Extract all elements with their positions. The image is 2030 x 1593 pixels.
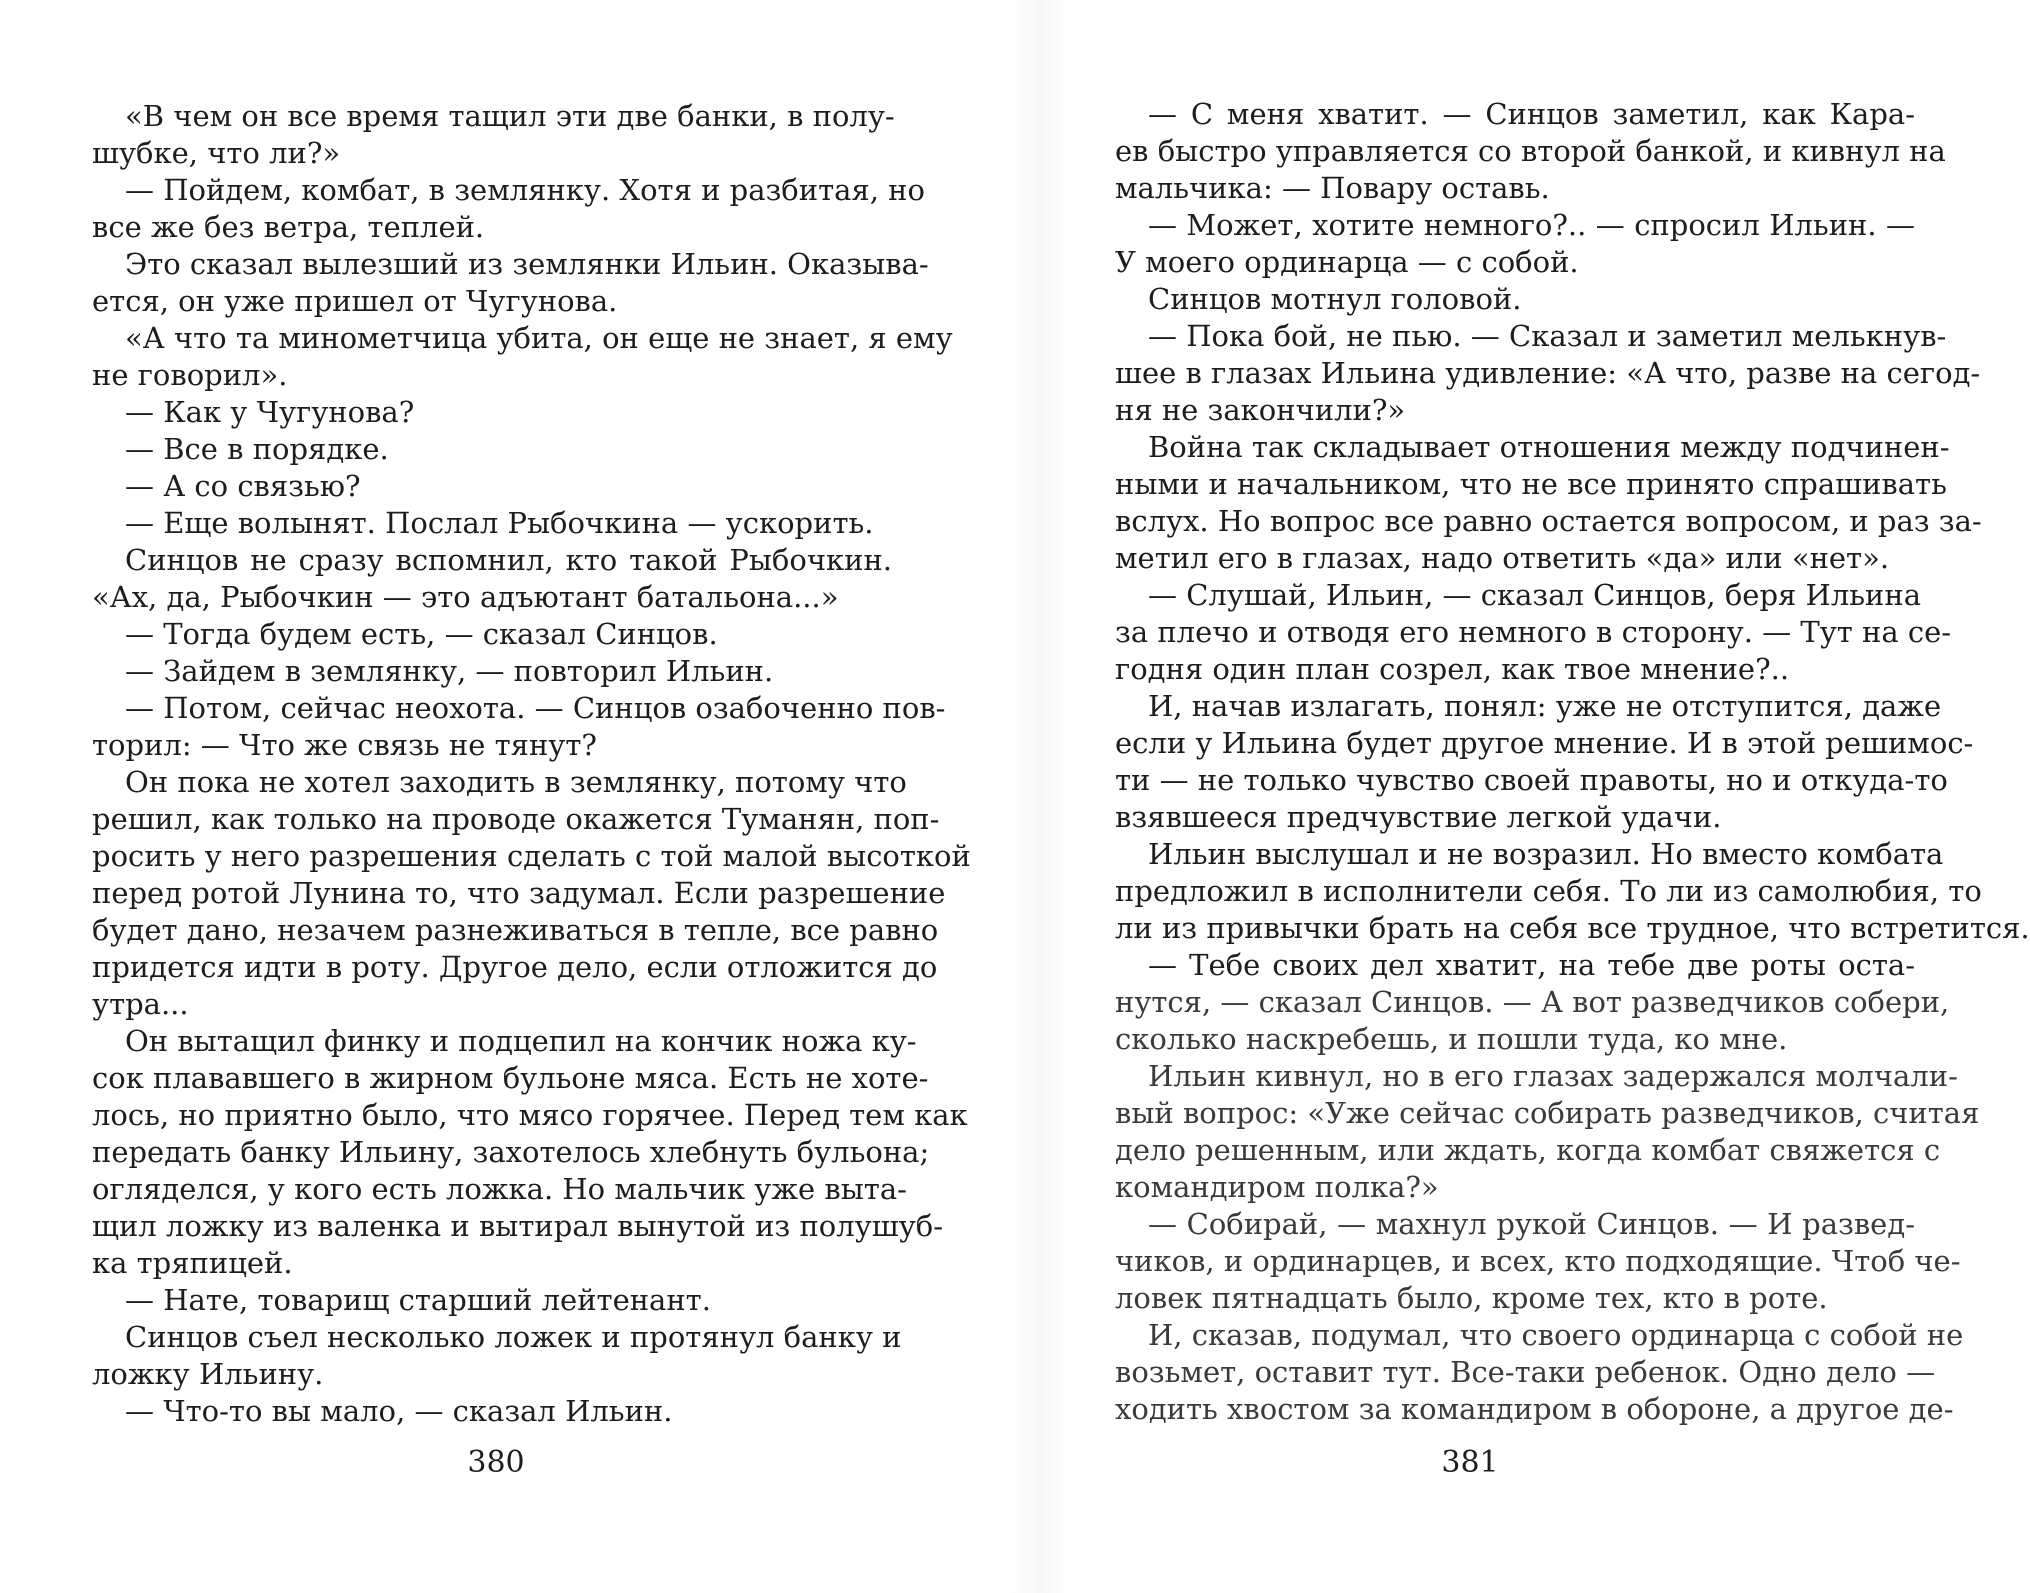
text-line: ными и начальником, что не все принято спрашивать [1115,467,1947,501]
right-page-number: 381 [1441,1445,1499,1480]
text-line: — Еще волынят. Послал Рыбочкина — ускорить. [125,506,874,540]
book-gutter [1010,0,1070,1593]
text-line: сок плававшего в жирном бульоне мяса. Есть не хоте- [92,1061,929,1095]
text-line: — Как у Чугунова? [125,395,415,429]
text-line: ли из привычки брать на себя все трудное, что встретится. [1115,911,2030,945]
text-line: огляделся, у кого есть ложка. Но мальчик уже выта- [92,1172,907,1206]
text-line: чиков, и ординарцев, и всех, кто подходящие. Чтоб че- [1115,1244,1961,1278]
text-line: предложил в исполнители себя. То ли из самолюбия, то [1115,874,1982,908]
text-line: — Слушай, Ильин, — сказал Синцов, беря Ильина [1148,578,1921,612]
text-line: — А со связью? [125,469,361,503]
text-line: ложку Ильину. [92,1357,324,1391]
right-page-text [1115,96,2030,1428]
text-line: дело решенным, или ждать, когда комбат свяжется с [1115,1133,1941,1167]
text-line: росить у него разрешения сделать с той малой высоткой [92,839,971,873]
text-line: — Все в порядке. [125,432,389,466]
text-line: — С меня хватит. — Синцов заметил, как Кара- [1148,97,1915,131]
text-line: щил ложку из валенка и вытирал вынутой из полушуб- [92,1209,944,1243]
text-line: если у Ильина будет другое мнение. И в этой решимос- [1115,726,1974,760]
text-line: торил: — Что же связь не тянут? [92,728,597,762]
text-line: лось, но приятно было, что мясо горячее. Перед тем как [92,1098,968,1132]
text-line: Он пока не хотел заходить в землянку, потому что [125,765,907,799]
text-line: придется идти в роту. Другое дело, если отложится до [92,950,938,984]
text-line: вый вопрос: «Уже сейчас собирать разведчиков, считая [1115,1096,1980,1130]
text-line: ка тряпицей. [92,1246,293,1280]
text-line: — Пока бой, не пью. — Сказал и заметил мелькнув- [1148,319,1947,353]
text-line: утра... [92,987,189,1021]
text-line: командиром полка?» [1115,1170,1439,1204]
text-line: возьмет, оставит тут. Все-таки ребенок. Одно дело — [1115,1355,1936,1389]
text-line: ходить хвостом за командиром в обороне, а другое де- [1115,1392,1954,1426]
text-line: Он вытащил финку и подцепил на кончик ножа ку- [125,1024,917,1058]
text-line: шубке, что ли?» [92,136,341,170]
text-line: — Зайдем в землянку, — повторил Ильин. [125,654,774,688]
text-line: Синцов не сразу вспомнил, кто такой Рыбочкин. [125,543,892,577]
text-line: «А что та минометчица убита, он еще не знает, я ему [125,321,953,355]
text-line: — Потом, сейчас неохота. — Синцов озабоченно пов- [125,691,946,725]
text-line: У моего ординарца — с собой. [1115,245,1579,279]
left-page [0,0,980,1593]
left-page-number: 380 [467,1445,525,1480]
text-line: перед ротой Лунина то, что задумал. Если разрешение [92,876,946,910]
text-line: нутся, — сказал Синцов. — А вот разведчиков собери, [1115,985,1950,1019]
text-line: — Тебе своих дел хватит, на тебе две роты оста- [1148,948,1915,982]
text-line: — Нате, товарищ старший лейтенант. [125,1283,711,1317]
right-page [1080,0,2030,1593]
text-line: «Ах, да, Рыбочкин — это адъютант батальона...» [92,580,839,614]
text-line: ловек пятнадцать было, кроме тех, кто в роте. [1115,1281,1828,1315]
text-line: — Собирай, — махнул рукой Синцов. — И развед- [1148,1207,1915,1241]
left-page-text [92,98,971,1430]
text-line: Война так складывает отношения между подчинен- [1148,430,1950,464]
text-line: годня один план созрел, как твое мнение?.. [1115,652,1790,686]
text-line: все же без ветра, теплей. [92,210,485,244]
text-line: — Тогда будем есть, — сказал Синцов. [125,617,718,651]
text-line: ев быстро управляется со второй банкой, и кивнул на [1115,134,1946,168]
text-line: И, начав излагать, понял: уже не отступится, даже [1148,689,1942,723]
text-line: не говорил». [92,358,288,392]
text-line: ня не закончили?» [1115,393,1406,427]
text-line: шее в глазах Ильина удивление: «А что, разве на сегод- [1115,356,1981,390]
text-line: — Может, хотите немного?.. — спросил Ильин. — [1148,208,1915,242]
text-line: «В чем он все время тащил эти две банки, в полу- [125,99,895,133]
text-line: Синцов мотнул головой. [1148,282,1522,316]
text-line: вслух. Но вопрос все равно остается вопросом, и раз за- [1115,504,1982,538]
text-line: — Пойдем, комбат, в землянку. Хотя и разбитая, но [125,173,925,207]
text-line: будет дано, незачем разнеживаться в тепле, все равно [92,913,939,947]
text-line: мальчика: — Повару оставь. [1115,171,1550,205]
text-line: Это сказал вылезший из землянки Ильин. Оказыва- [125,247,929,281]
text-line: Ильин выслушал и не возразил. Но вместо комбата [1148,837,1944,871]
text-line: взявшееся предчувствие легкой удачи. [1115,800,1722,834]
text-line: — Что-то вы мало, — сказал Ильин. [125,1394,673,1428]
text-line: Ильин кивнул, но в его глазах задержался молчали- [1148,1059,1958,1093]
text-line: ется, он уже пришел от Чугунова. [92,284,618,318]
text-line: передать банку Ильину, захотелось хлебнуть бульона; [92,1135,930,1169]
text-line: сколько наскребешь, и пошли туда, ко мне. [1115,1022,1788,1056]
text-line: И, сказав, подумал, что своего ординарца с собой не [1148,1318,1964,1352]
text-line: решил, как только на проводе окажется Туманян, поп- [92,802,940,836]
text-line: ти — не только чувство своей правоты, но и откуда-то [1115,763,1948,797]
text-line: за плечо и отводя его немного в сторону. — Тут на се- [1115,615,1952,649]
text-line: Синцов съел несколько ложек и протянул банку и [125,1320,902,1354]
text-line: метил его в глазах, надо ответить «да» или «нет». [1115,541,1890,575]
